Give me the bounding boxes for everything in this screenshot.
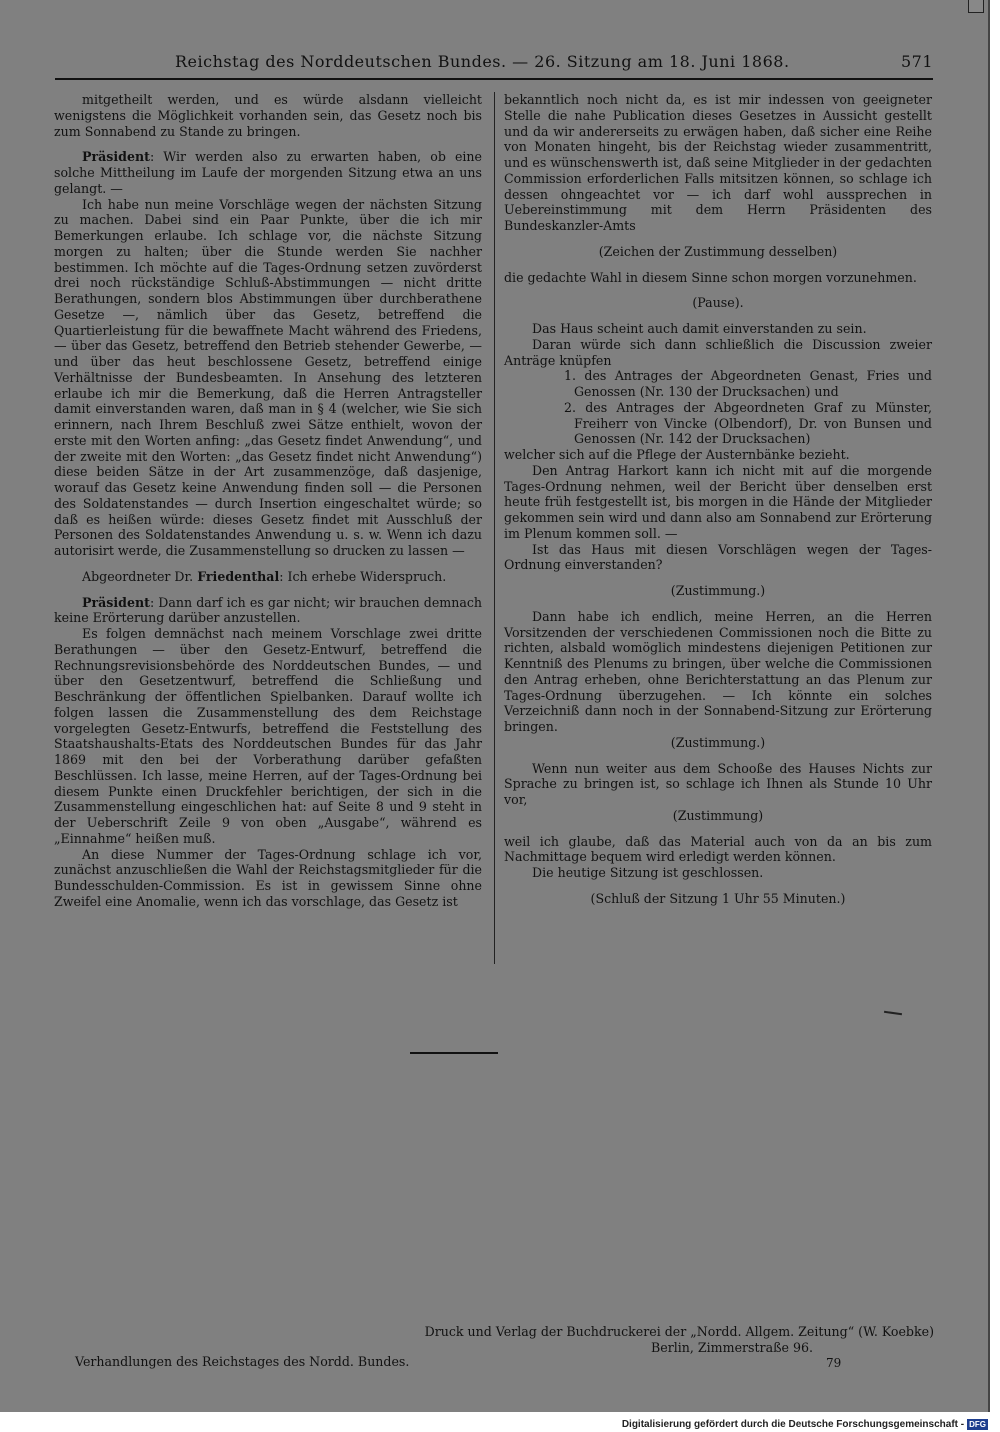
stage-direction: (Pause). — [692, 295, 744, 311]
paragraph-continuation: die gedachte Wahl in diesem Sinne schon morgen vorzunehmen. — [504, 269, 917, 285]
paragraph-gap — [504, 311, 932, 321]
credit-text: Digitalisierung gefördert durch die Deutsche Forschungsgemeinschaft - — [621, 1419, 965, 1430]
stage-direction: (Zustimmung.) — [670, 734, 766, 750]
paragraph: mitgetheilt werden, und es würde alsdann vielleicht wenigstens die Möglichkeit vorhanden sein, das Gesetz noch bis zum Sonnabend zu Stande zu bringen. — [54, 92, 482, 139]
paragraph-gap — [54, 559, 482, 569]
paragraph-gap — [504, 573, 932, 583]
paragraph: Wenn nun weiter aus dem Schooße des Hauses Nichts zur Sprache zu bringen ist, so schlage ich Ihnen als Stunde 10 Uhr vor, — [504, 760, 932, 807]
paragraph-gap — [504, 824, 932, 834]
right-column — [504, 92, 932, 907]
speech-paragraph — [54, 595, 482, 627]
paragraph-gap — [54, 585, 482, 595]
dfg-logo: DFG — [969, 1420, 986, 1429]
speaker-name: Friedenthal — [197, 568, 280, 584]
speech-text: : Ich erhebe Widerspruch. — [279, 568, 447, 584]
imprint-line-publisher: Druck und Verlag der Buchdruckerei der „Nordd. Allgem. Zeitung“ (W. Koebke) — [424, 1324, 934, 1339]
end-rule — [410, 1052, 498, 1054]
column-divider — [494, 92, 495, 964]
motion-list-item: 2. des Antrages der Abgeordneten Graf zu Münster, Freiherr von Vincke (Olbendorf), Dr. von Bunsen und Genossen (Nr. 142 der Drucksachen) — [564, 399, 932, 447]
paragraph-gap — [504, 599, 932, 609]
header-title: Reichstag des Norddeutschen Bundes. — 26. Sitzung am 18. Juni 1868. — [175, 52, 790, 71]
paragraph: An diese Nummer der Tages-Ordnung schlage ich vor, zunächst anzuschließen die Wahl der Reichstagsmitglieder für die Bundesschulden-Commission. Es ist in gewissem Sinne ohne Zweifel eine Anomalie, wenn ich das vorschlage, das Gesetz ist — [54, 846, 482, 909]
page-number: 571 — [900, 52, 933, 71]
paragraph: Den Antrag Harkort kann ich nicht mit auf die morgende Tages-Ordnung nehmen, weil der Bericht über denselben erst heute früh festgestellt ist, bis morgen in die Hände der Mitglieder gekommen sein wird und dann also am Sonnabend zur Erörterung im Plenum kommen soll. — — [504, 462, 932, 541]
speaker-name: Präsident — [82, 149, 150, 165]
stage-direction: (Zeichen der Zustimmung desselben) — [598, 243, 838, 259]
paragraph: Ich habe nun meine Vorschläge wegen der nächsten Sitzung zu machen. Dabei sind ein Paar Punkte, über die ich mir Bemerkungen erlaube. Ich schlage vor, die nächste Sitzung morgen zu halten; über die Stunde werden Sie nachher bestimmen. Ich möchte auf die Tages-Ordnung setzen zuvörderst drei noch rückständige Schluß-Abstimmungen — nicht dritte Berathungen, sondern blos Abstimmungen über durchberathene Gesetze —, nämlich über das Gesetz, betreffend die Quartierleistung für die bewaffnete Macht während des Friedens, — über das Gesetz, betreffend den Betrieb stehender Gewerbe, — und über das heut beschlossene Gesetz, betreffend einige Verhältnisse der Bundesbeamten. In Ansehung des letzteren erlaube ich mir die Bemerkung, daß die Herren Antragsteller damit einverstanden waren, daß man in § 4 (welcher, wie Sie sich erinnern, nach Ihrem Beschluß zwei Sätze enthielt, wovon der erste mit den Worten anfing: „das Gesetz findet Anwendung“, und der zweite mit den Worten: „das Gesetz findet nicht Anwendung“) diese beiden Sätze in der Art zusammenzöge, daß dasjenige, worauf das Gesetz keine Anwendung finden soll — die Personen des Soldatenstandes — durch Insertion eingeschaltet würde; so daß es heißen würde: dieses Gesetz findet mit Ausschluß der Personen des Soldatenstandes Anwendung u. s. w. Wenn ich dazu autorisirt werde, die Zusammenstellung so drucken zu lassen — — [54, 196, 482, 558]
paragraph-gap — [504, 751, 932, 761]
speech-paragraph — [54, 149, 482, 196]
paragraph-gap — [504, 285, 932, 295]
stage-direction: (Zustimmung) — [672, 807, 764, 823]
paragraph: Das Haus scheint auch damit einverstanden zu sein. — [532, 321, 867, 336]
paragraph: Die heutige Sitzung ist geschlossen. — [532, 865, 764, 880]
sheet-number: 79 — [826, 1356, 842, 1370]
speech-text: : Dann darf ich es gar nicht; wir brauchen demnach keine Erörterung darüber anzustellen. — [54, 594, 482, 626]
scan-corner-mark — [968, 0, 984, 13]
speaker-prefix: Abgeordneter Dr. — [82, 568, 198, 584]
footer-publication-title: Verhandlungen des Reichstages des Nordd. Bundes. — [75, 1354, 410, 1369]
stage-direction: (Zustimmung.) — [670, 583, 766, 598]
speech-text: : Wir werden also zu erwarten haben, ob eine solche Mittheilung im Laufe der morgenden Sitzung etwa an uns gelangt. — — [54, 149, 482, 196]
speech-paragraph — [54, 569, 482, 585]
paragraph-gap — [54, 139, 482, 149]
paragraph: Ist das Haus mit diesen Vorschlägen wegen der Tages-Ordnung einverstanden? — [504, 541, 932, 573]
paragraph-continuation: welcher sich auf die Pflege der Austernbänke bezieht. — [504, 447, 850, 462]
paragraph-gap — [504, 234, 932, 244]
running-header — [55, 52, 933, 74]
header-rule — [55, 78, 933, 80]
margin-tick-mark — [884, 1011, 902, 1015]
paragraph-continuation: bekanntlich noch nicht da, es ist mir indessen von geeigneter Stelle die nahe Publication dieses Gesetzes in Aussicht gestellt und da wir andererseits zu erwägen haben, daß sicher eine Reihe von Monaten hingeht, bis der Reichstag wieder zusammentritt, und es wünschenswerth ist, daß seine Mitglieder in der gedachten Commission erforderlichen Falls mitsitzen können, so schlage ich dessen ohngeachtet vor — ich darf wohl aussprechen in Uebereinstimmung mit dem Herrn Präsidenten des Bundeskanzler-Amts — [504, 92, 932, 233]
stage-direction: (Schluß der Sitzung 1 Uhr 55 Minuten.) — [590, 890, 846, 906]
speaker-name: Präsident — [82, 594, 150, 610]
paragraph: Es folgen demnächst nach meinem Vorschlage zwei dritte Berathungen — über den Gesetz-Entwurf, betreffend die Rechnungsrevisionsbehörde des Norddeutschen Bundes, — und über den Gesetzentwurf, betreffend die Schließung und Beschränkung der öffentlichen Spielbanken. Darauf wollte ich folgen lassen die Zusammenstellung des dem Reichstage vorgelegten Gesetz-Entwurfs, betreffend die Feststellung des Staatshaushalts-Etats des Norddeutschen Bundes für das Jahr 1869 mit den bei der Vorberathung darüber gefaßten Beschlüssen. Ich lasse, meine Herren, auf der Tages-Ordnung bei diesem Punkte einen Druckfehler berichtigen, der sich in die Zusammenstellung eingeschlichen hat: auf Seite 8 und 9 steht in der Ueberschrift Zeile 9 von oben „Ausgabe“, während es „Einnahme“ heißen muß. — [54, 626, 482, 846]
paragraph-gap — [504, 260, 932, 270]
motion-list-item: 1. des Antrages der Abgeordneten Genast, Fries und Genossen (Nr. 130 der Drucksachen) und — [564, 368, 932, 399]
paragraph: Daran würde sich dann schließlich die Discussion zweier Anträge knüpfen — [504, 336, 932, 368]
digitization-credit — [622, 1418, 988, 1431]
paragraph-continuation: weil ich glaube, daß das Material auch von da an bis zum Nachmittage bequem wird erledigt werden können. — [504, 833, 932, 865]
paragraph-gap — [504, 881, 932, 891]
paragraph: Dann habe ich endlich, meine Herren, an die Herren Vorsitzenden der verschiedenen Commissionen noch die Bitte zu richten, alsbald womöglich mindestens diejenigen Petitionen zur Kenntniß des Plenums zu bringen, über welche die Commissionen den Antrag erheben, ohne Berichterstattung an das Plenum zur Tages-Ordnung überzugehen. — Ich könnte ein solches Verzeichniß dann noch in der Sonnabend-Sitzung zur Erörterung bringen. — [504, 608, 932, 734]
imprint — [420, 1324, 934, 1356]
imprint-line-address: Berlin, Zimmerstraße 96. — [651, 1340, 813, 1355]
left-column — [54, 92, 482, 910]
